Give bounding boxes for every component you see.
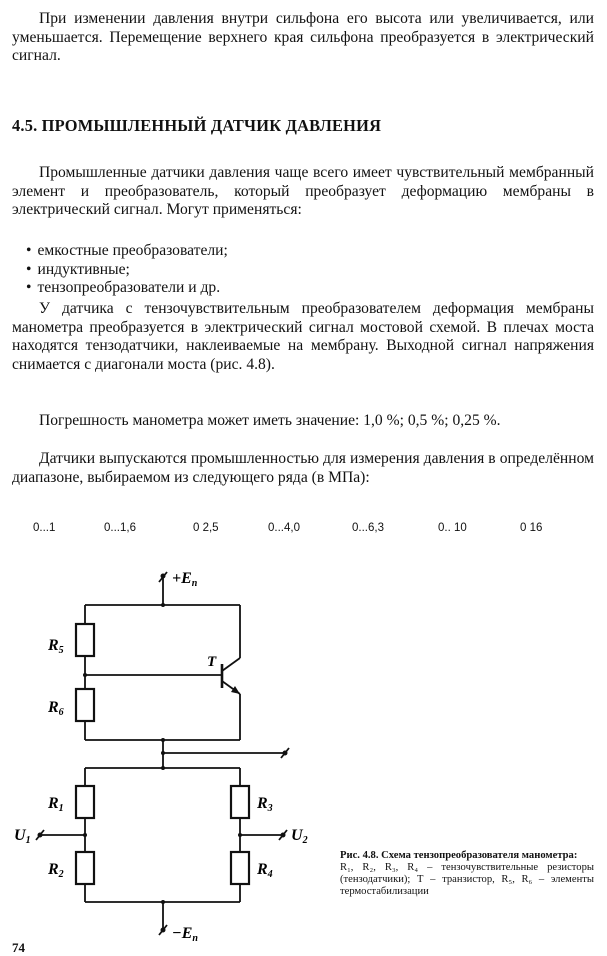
label-r5: R5 — [48, 637, 64, 656]
paragraph-strain-gauge: У датчика с тензочувствительным преобразователем деформация мембраны манометра преобразуется в электрический сигнал мостовой схемой. В плечах моста находятся тензодатчики, наклеиваемые на мембрану. Выходной сигнал напряжения снимается с диагонали моста (рис. 4.8). — [12, 300, 594, 373]
resistor-r3 — [231, 786, 249, 818]
converter-list — [26, 242, 228, 298]
paragraph-intro: Промышленные датчики давления чаще всего имеет чувствительный мембранный элемент и преобразователь, который преобразует деформацию мембраны в электрический сигнал. Могут применяться: — [12, 164, 594, 219]
label-r4: R4 — [257, 861, 273, 880]
section-heading: 4.5. ПРОМЫШЛЕННЫЙ ДАТЧИК ДАВЛЕНИЯ — [12, 116, 382, 135]
label-r2: R2 — [48, 861, 64, 880]
transistor-collector — [222, 658, 240, 671]
label-r1: R1 — [48, 795, 64, 814]
list-item: • индуктивные; — [26, 261, 228, 280]
range-value: 0 16 — [520, 522, 543, 534]
range-value: 0...6,3 — [352, 522, 384, 534]
resistor-r1 — [76, 786, 94, 818]
caption-title: Рис. 4.8. Схема тензопреобразователя манометра: — [340, 850, 578, 861]
list-item: • тензопреобразователи и др. — [26, 279, 228, 298]
list-item: • емкостные преобразователи; — [26, 242, 228, 261]
caption-body: R₁, R₂, R₃, R₄ – тензочувствительные резисторы (тензодатчики); Т – транзистор, R₅, R₆ – элементы термостабилизации — [340, 862, 594, 897]
paragraph-ranges: Датчики выпускаются промышленностью для измерения давления в определённом диапазоне, выбираемом из следующего ряда (в МПа): — [12, 450, 594, 486]
page-number: 74 — [12, 940, 25, 955]
range-value: 0.. 10 — [438, 522, 467, 534]
label-minus-e: −Eп — [172, 925, 198, 944]
range-value: 0...1 — [33, 522, 56, 534]
label-transistor: T — [207, 654, 217, 670]
label-plus-e: +Eп — [172, 570, 198, 589]
paragraph-accuracy: Погрешность манометра может иметь значение: 1,0 %; 0,5 %; 0,25 %. — [39, 412, 501, 429]
label-u2: U2 — [291, 827, 308, 846]
figure-caption — [340, 850, 594, 898]
range-value: 0 2,5 — [193, 522, 219, 534]
emitter-arrow-icon — [231, 686, 240, 694]
label-r6: R6 — [48, 699, 64, 718]
resistor-r5 — [76, 624, 94, 656]
range-series — [0, 522, 607, 540]
resistor-r6 — [76, 689, 94, 721]
label-u1: U1 — [14, 827, 31, 846]
range-value: 0...4,0 — [268, 522, 300, 534]
range-value: 0...1,6 — [104, 522, 136, 534]
paragraph-bellows: При изменении давления внутри сильфона его высота или увеличивается, или уменьшается. Перемещение верхнего края сильфона преобразуется в электрический сигнал. — [12, 10, 594, 65]
resistor-r4 — [231, 852, 249, 884]
resistor-r2 — [76, 852, 94, 884]
label-r3: R3 — [257, 795, 273, 814]
